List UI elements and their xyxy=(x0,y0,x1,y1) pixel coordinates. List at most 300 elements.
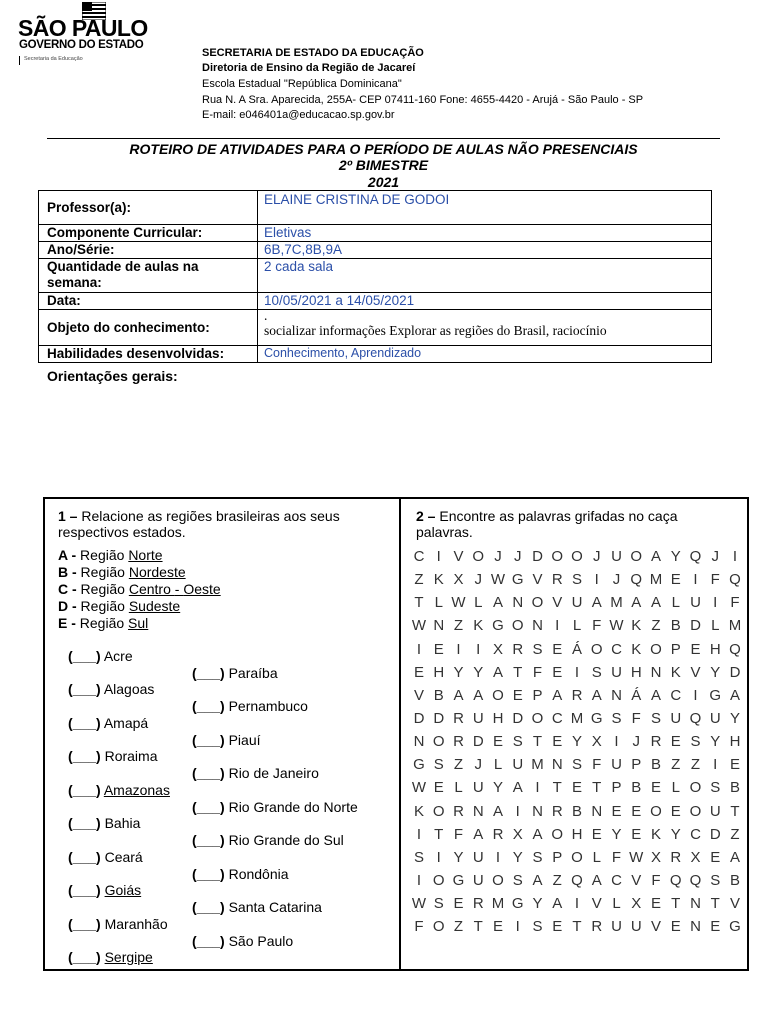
grid-letter[interactable]: S xyxy=(532,918,543,936)
grid-letter[interactable]: T xyxy=(532,733,543,751)
grid-letter[interactable]: Á xyxy=(631,686,642,704)
grid-letter[interactable]: E xyxy=(650,895,661,913)
grid-letter[interactable]: A xyxy=(492,802,503,820)
grid-letter[interactable]: X xyxy=(453,571,464,589)
grid-letter[interactable]: W xyxy=(411,895,427,913)
grid-letter[interactable]: A xyxy=(650,686,661,704)
grid-letter[interactable]: E xyxy=(413,663,424,681)
grid-letter[interactable]: H xyxy=(492,709,504,727)
answer-blank[interactable]: (___) xyxy=(68,648,101,664)
grid-letter[interactable]: G xyxy=(709,686,722,704)
grid-letter[interactable]: O xyxy=(511,617,524,635)
grid-letter[interactable]: M xyxy=(649,571,663,589)
grid-letter[interactable]: T xyxy=(671,895,681,913)
grid-letter[interactable]: N xyxy=(690,918,701,936)
answer-blank[interactable]: (___) xyxy=(68,782,101,798)
grid-letter[interactable]: Z xyxy=(552,871,562,889)
grid-letter[interactable]: E xyxy=(650,779,661,797)
grid-letter[interactable]: E xyxy=(433,779,444,797)
grid-letter[interactable]: A xyxy=(631,594,642,612)
grid-letter[interactable]: A xyxy=(473,825,484,843)
grid-letter[interactable]: I xyxy=(416,825,422,843)
grid-letter[interactable]: Y xyxy=(492,779,503,797)
grid-letter[interactable]: W xyxy=(411,779,427,797)
grid-letter[interactable]: F xyxy=(611,848,622,866)
grid-letter[interactable]: J xyxy=(474,571,482,589)
grid-letter[interactable]: F xyxy=(631,709,641,727)
grid-letter[interactable]: B xyxy=(729,779,740,797)
grid-letter[interactable]: C xyxy=(611,871,622,889)
grid-letter[interactable]: V xyxy=(532,571,543,589)
grid-letter[interactable]: R xyxy=(453,709,464,727)
grid-letter[interactable]: O xyxy=(472,548,485,565)
grid-letter[interactable]: Q xyxy=(689,548,702,565)
grid-letter[interactable]: B xyxy=(433,686,444,704)
grid-letter[interactable]: O xyxy=(531,594,544,612)
grid-letter[interactable]: Y xyxy=(571,733,582,751)
grid-letter[interactable]: O xyxy=(432,802,445,820)
grid-letter[interactable]: U xyxy=(709,709,721,727)
grid-letter[interactable]: I xyxy=(456,640,461,658)
grid-letter[interactable]: I xyxy=(732,548,738,565)
grid-letter[interactable]: A xyxy=(532,871,543,889)
grid-letter[interactable]: G xyxy=(511,571,524,589)
grid-letter[interactable]: K xyxy=(650,825,661,843)
grid-letter[interactable]: I xyxy=(515,918,520,936)
grid-letter[interactable]: S xyxy=(512,733,523,751)
grid-letter[interactable]: T xyxy=(414,594,424,612)
grid-letter[interactable]: T xyxy=(473,918,483,936)
grid-letter[interactable]: V xyxy=(729,895,740,913)
grid-letter[interactable]: O xyxy=(492,871,504,889)
grid-letter[interactable]: S xyxy=(611,709,622,727)
grid-letter[interactable]: Y xyxy=(532,895,543,913)
grid-letter[interactable]: U xyxy=(611,756,622,774)
grid-letter[interactable]: I xyxy=(555,617,560,635)
grid-letter[interactable]: E xyxy=(631,802,642,820)
grid-letter[interactable]: U xyxy=(670,709,682,727)
grid-letter[interactable]: T xyxy=(730,802,740,820)
answer-blank[interactable]: (___) xyxy=(68,949,101,965)
grid-letter[interactable]: Z xyxy=(651,617,661,635)
grid-letter[interactable]: S xyxy=(650,709,661,727)
grid-letter[interactable]: P xyxy=(532,686,543,704)
grid-letter[interactable]: Z xyxy=(453,918,464,936)
answer-blank[interactable]: (___) xyxy=(192,933,225,949)
grid-letter[interactable]: G xyxy=(492,617,504,635)
grid-letter[interactable]: E xyxy=(670,802,681,820)
grid-letter[interactable]: I xyxy=(416,640,422,658)
grid-letter[interactable]: F xyxy=(710,571,720,589)
grid-letter[interactable]: R xyxy=(670,848,682,866)
grid-letter[interactable]: K xyxy=(631,640,642,658)
grid-letter[interactable]: O xyxy=(551,825,564,843)
grid-letter[interactable]: S xyxy=(413,848,424,866)
grid-letter[interactable]: O xyxy=(689,802,702,820)
grid-letter[interactable]: T xyxy=(552,779,562,797)
grid-letter[interactable]: V xyxy=(631,871,642,889)
grid-letter[interactable]: C xyxy=(413,548,425,565)
answer-blank[interactable]: (___) xyxy=(192,799,225,815)
grid-letter[interactable]: F xyxy=(730,594,740,612)
grid-letter[interactable]: S xyxy=(532,640,543,658)
grid-letter[interactable]: X xyxy=(631,895,642,913)
grid-letter[interactable]: E xyxy=(710,848,721,866)
grid-letter[interactable]: R xyxy=(492,825,504,843)
grid-letter[interactable]: H xyxy=(433,663,445,681)
grid-letter[interactable]: A xyxy=(512,779,523,797)
grid-letter[interactable]: J xyxy=(612,571,621,589)
grid-letter[interactable]: V xyxy=(413,686,424,704)
grid-letter[interactable]: Y xyxy=(473,663,484,681)
grid-letter[interactable]: K xyxy=(670,663,681,681)
grid-letter[interactable]: E xyxy=(690,640,701,658)
grid-letter[interactable]: A xyxy=(453,686,464,704)
grid-letter[interactable]: J xyxy=(593,548,601,565)
grid-letter[interactable]: U xyxy=(611,663,622,681)
answer-blank[interactable]: (___) xyxy=(192,832,225,848)
grid-letter[interactable]: J xyxy=(632,733,640,751)
grid-letter[interactable]: O xyxy=(432,733,445,751)
grid-letter[interactable]: T xyxy=(572,918,582,936)
grid-letter[interactable]: A xyxy=(492,663,503,681)
grid-letter[interactable]: O xyxy=(650,802,662,820)
grid-letter[interactable]: D xyxy=(709,825,721,843)
grid-letter[interactable]: U xyxy=(472,709,484,727)
grid-letter[interactable]: Z xyxy=(453,617,464,635)
grid-letter[interactable]: Z xyxy=(671,756,681,774)
grid-letter[interactable]: V xyxy=(690,663,701,681)
grid-letter[interactable]: I xyxy=(594,571,599,589)
grid-letter[interactable]: G xyxy=(590,709,603,727)
grid-letter[interactable]: R xyxy=(453,802,464,820)
grid-letter[interactable]: I xyxy=(614,733,619,751)
grid-letter[interactable]: R xyxy=(512,640,524,658)
grid-letter[interactable]: I xyxy=(713,756,718,774)
answer-blank[interactable]: (___) xyxy=(68,849,101,865)
grid-letter[interactable]: A xyxy=(591,594,602,612)
grid-letter[interactable]: W xyxy=(411,617,427,635)
grid-letter[interactable]: E xyxy=(552,733,563,751)
grid-letter[interactable]: E xyxy=(710,918,721,936)
grid-letter[interactable]: H xyxy=(630,663,642,681)
grid-letter[interactable]: L xyxy=(434,594,443,612)
grid-letter[interactable]: Q xyxy=(689,871,702,889)
grid-letter[interactable]: R xyxy=(551,571,563,589)
grid-letter[interactable]: N xyxy=(413,733,425,751)
grid-letter[interactable]: K xyxy=(413,802,424,820)
grid-letter[interactable]: P xyxy=(611,779,622,797)
grid-letter[interactable]: N xyxy=(472,802,484,820)
grid-letter[interactable]: J xyxy=(514,548,522,565)
grid-letter[interactable]: E xyxy=(631,825,642,843)
grid-letter[interactable]: S xyxy=(571,571,582,589)
answer-blank[interactable]: (___) xyxy=(68,882,101,898)
grid-letter[interactable]: N xyxy=(551,756,563,774)
grid-letter[interactable]: L xyxy=(493,756,503,774)
grid-letter[interactable]: B xyxy=(729,871,740,889)
grid-letter[interactable]: G xyxy=(729,918,741,936)
grid-letter[interactable]: H xyxy=(729,733,741,751)
grid-letter[interactable]: U xyxy=(611,918,622,936)
grid-letter[interactable]: A xyxy=(492,594,503,612)
grid-letter[interactable]: A xyxy=(729,686,740,704)
grid-letter[interactable]: A xyxy=(552,895,563,913)
grid-letter[interactable]: Z xyxy=(730,825,740,843)
grid-letter[interactable]: N xyxy=(532,802,543,820)
answer-blank[interactable]: (___) xyxy=(192,732,225,748)
answer-blank[interactable]: (___) xyxy=(192,866,225,882)
grid-letter[interactable]: M xyxy=(491,895,505,913)
grid-letter[interactable]: A xyxy=(532,825,543,843)
grid-letter[interactable]: V xyxy=(591,895,602,913)
grid-letter[interactable]: V xyxy=(552,594,563,612)
grid-letter[interactable]: Á xyxy=(571,640,582,658)
grid-letter[interactable]: S xyxy=(532,848,543,866)
grid-letter[interactable]: Y xyxy=(710,663,721,681)
grid-letter[interactable]: L xyxy=(612,895,621,913)
grid-letter[interactable]: L xyxy=(474,594,483,612)
grid-letter[interactable]: F xyxy=(532,663,543,681)
grid-letter[interactable]: O xyxy=(650,640,662,658)
grid-letter[interactable]: B xyxy=(571,802,582,820)
grid-letter[interactable]: C xyxy=(670,686,682,704)
grid-letter[interactable]: T xyxy=(592,779,602,797)
grid-letter[interactable]: E xyxy=(611,802,622,820)
grid-letter[interactable]: O xyxy=(689,779,702,797)
grid-letter[interactable]: S xyxy=(433,895,444,913)
grid-letter[interactable]: S xyxy=(433,756,444,774)
grid-letter[interactable]: O xyxy=(432,918,445,936)
grid-letter[interactable]: G xyxy=(413,756,425,774)
grid-letter[interactable]: E xyxy=(591,825,602,843)
grid-letter[interactable]: Y xyxy=(611,825,622,843)
grid-letter[interactable]: Z xyxy=(690,756,701,774)
answer-blank[interactable]: (___) xyxy=(68,748,101,764)
grid-letter[interactable]: F xyxy=(453,825,464,843)
grid-letter[interactable]: L xyxy=(592,848,601,866)
grid-letter[interactable]: V xyxy=(453,548,464,565)
grid-letter[interactable]: E xyxy=(670,733,681,751)
grid-letter[interactable]: O xyxy=(492,686,504,704)
answer-blank[interactable]: (___) xyxy=(68,815,101,831)
grid-letter[interactable]: S xyxy=(571,756,582,774)
grid-letter[interactable]: L xyxy=(454,779,463,797)
answer-blank[interactable]: (___) xyxy=(68,681,101,697)
grid-letter[interactable]: P xyxy=(670,640,681,658)
grid-letter[interactable]: Q xyxy=(729,571,741,589)
grid-letter[interactable]: H xyxy=(571,825,583,843)
grid-letter[interactable]: Y xyxy=(670,825,681,843)
grid-letter[interactable]: J xyxy=(494,548,502,565)
answer-blank[interactable]: (___) xyxy=(192,899,225,915)
grid-letter[interactable]: Q xyxy=(571,871,583,889)
grid-letter[interactable]: E xyxy=(670,918,681,936)
grid-letter[interactable]: N xyxy=(433,617,445,635)
grid-letter[interactable]: L xyxy=(572,617,582,635)
grid-letter[interactable]: A xyxy=(591,686,602,704)
grid-letter[interactable]: L xyxy=(671,594,680,612)
grid-letter[interactable]: K xyxy=(473,617,484,635)
grid-letter[interactable]: D xyxy=(413,709,425,727)
grid-letter[interactable]: X xyxy=(492,640,503,658)
grid-letter[interactable]: S xyxy=(710,779,721,797)
grid-letter[interactable]: B xyxy=(670,617,681,635)
grid-letter[interactable]: U xyxy=(709,802,721,820)
grid-letter[interactable]: I xyxy=(495,848,501,866)
grid-letter[interactable]: N xyxy=(532,617,543,635)
grid-letter[interactable]: G xyxy=(511,895,524,913)
grid-letter[interactable]: Y xyxy=(453,848,464,866)
grid-letter[interactable]: N xyxy=(591,802,603,820)
grid-letter[interactable]: E xyxy=(453,895,464,913)
grid-letter[interactable]: U xyxy=(512,756,524,774)
grid-letter[interactable]: F xyxy=(414,918,424,936)
grid-letter[interactable]: I xyxy=(574,663,580,681)
grid-letter[interactable]: S xyxy=(710,871,721,889)
grid-letter[interactable]: C xyxy=(690,825,701,843)
grid-letter[interactable]: E xyxy=(552,918,563,936)
grid-letter[interactable]: O xyxy=(571,848,583,866)
grid-letter[interactable]: L xyxy=(711,617,720,635)
grid-letter[interactable]: W xyxy=(609,617,624,635)
grid-letter[interactable]: U xyxy=(690,594,701,612)
answer-blank[interactable]: (___) xyxy=(192,698,225,714)
grid-letter[interactable]: G xyxy=(452,871,465,889)
answer-blank[interactable]: (___) xyxy=(192,665,225,681)
grid-letter[interactable]: D xyxy=(532,548,543,565)
grid-letter[interactable]: O xyxy=(551,548,564,565)
grid-letter[interactable]: W xyxy=(490,571,506,589)
grid-letter[interactable]: E xyxy=(433,640,444,658)
grid-letter[interactable]: E xyxy=(552,640,563,658)
grid-letter[interactable]: D xyxy=(472,733,484,751)
grid-letter[interactable]: P xyxy=(552,848,563,866)
grid-letter[interactable]: T xyxy=(710,895,720,913)
grid-letter[interactable]: S xyxy=(591,663,602,681)
grid-letter[interactable]: X xyxy=(591,733,602,751)
grid-letter[interactable]: T xyxy=(513,663,523,681)
grid-letter[interactable]: J xyxy=(474,756,482,774)
grid-letter[interactable]: I xyxy=(535,779,540,797)
grid-letter[interactable]: U xyxy=(571,594,583,612)
grid-letter[interactable]: A xyxy=(729,848,740,866)
answer-blank[interactable]: (___) xyxy=(68,715,101,731)
grid-letter[interactable]: Y xyxy=(710,733,721,751)
grid-letter[interactable]: A xyxy=(473,686,484,704)
grid-letter[interactable]: E xyxy=(552,663,563,681)
grid-letter[interactable]: S xyxy=(690,733,701,751)
grid-letter[interactable]: R xyxy=(472,895,484,913)
grid-letter[interactable]: Q xyxy=(729,640,741,658)
grid-letter[interactable]: Y xyxy=(670,548,681,565)
grid-letter[interactable]: U xyxy=(472,871,484,889)
grid-letter[interactable]: I xyxy=(713,594,718,612)
grid-letter[interactable]: O xyxy=(590,640,603,658)
grid-letter[interactable]: K xyxy=(631,617,642,635)
grid-letter[interactable]: Q xyxy=(630,571,643,589)
grid-letter[interactable]: A xyxy=(591,871,602,889)
grid-letter[interactable]: F xyxy=(651,871,661,889)
grid-letter[interactable]: E xyxy=(492,918,503,936)
grid-letter[interactable]: E xyxy=(729,756,740,774)
grid-letter[interactable]: I xyxy=(436,848,441,866)
grid-letter[interactable]: C xyxy=(551,709,563,727)
grid-letter[interactable]: I xyxy=(693,686,698,704)
grid-letter[interactable]: N xyxy=(650,663,662,681)
grid-letter[interactable]: E xyxy=(571,779,582,797)
grid-letter[interactable]: B xyxy=(650,756,661,774)
grid-letter[interactable]: D xyxy=(512,709,524,727)
grid-letter[interactable]: I xyxy=(693,571,698,589)
grid-letter[interactable]: E xyxy=(512,686,523,704)
grid-letter[interactable]: U xyxy=(611,548,622,565)
grid-letter[interactable]: A xyxy=(552,686,563,704)
grid-letter[interactable]: T xyxy=(434,825,444,843)
grid-letter[interactable]: O xyxy=(432,871,445,889)
grid-letter[interactable]: O xyxy=(531,709,544,727)
grid-letter[interactable]: F xyxy=(592,756,602,774)
grid-letter[interactable]: Q xyxy=(669,871,682,889)
grid-letter[interactable]: X xyxy=(650,848,661,866)
grid-letter[interactable]: Z xyxy=(453,756,464,774)
grid-letter[interactable]: R xyxy=(650,733,662,751)
grid-letter[interactable]: I xyxy=(436,548,441,565)
grid-letter[interactable]: U xyxy=(472,848,484,866)
grid-letter[interactable]: M xyxy=(570,709,584,727)
grid-letter[interactable]: N xyxy=(512,594,524,612)
grid-letter[interactable]: Z xyxy=(414,571,424,589)
grid-letter[interactable]: S xyxy=(512,871,523,889)
grid-letter[interactable]: U xyxy=(630,918,642,936)
grid-letter[interactable]: I xyxy=(574,895,580,913)
grid-letter[interactable]: D xyxy=(690,617,701,635)
grid-letter[interactable]: O xyxy=(571,548,583,565)
grid-letter[interactable]: Y xyxy=(512,848,523,866)
grid-letter[interactable]: A xyxy=(650,548,661,565)
grid-letter[interactable]: A xyxy=(650,594,661,612)
grid-letter[interactable]: M xyxy=(728,617,742,635)
answer-blank[interactable]: (___) xyxy=(68,916,101,932)
grid-letter[interactable]: D xyxy=(729,663,741,681)
grid-letter[interactable]: I xyxy=(476,640,481,658)
grid-letter[interactable]: Y xyxy=(453,663,464,681)
grid-letter[interactable]: U xyxy=(472,779,484,797)
grid-letter[interactable]: R xyxy=(453,733,464,751)
grid-letter[interactable]: X xyxy=(512,825,523,843)
grid-letter[interactable]: N xyxy=(690,895,701,913)
grid-letter[interactable]: I xyxy=(416,871,422,889)
grid-letter[interactable]: M xyxy=(531,756,544,774)
grid-letter[interactable]: R xyxy=(551,802,563,820)
grid-letter[interactable]: E xyxy=(492,733,503,751)
grid-letter[interactable]: N xyxy=(611,686,622,704)
grid-letter[interactable]: M xyxy=(610,594,623,612)
grid-letter[interactable]: C xyxy=(611,640,622,658)
grid-letter[interactable]: J xyxy=(711,548,719,565)
grid-letter[interactable]: H xyxy=(709,640,721,658)
grid-letter[interactable]: V xyxy=(650,918,661,936)
grid-letter[interactable]: L xyxy=(671,779,680,797)
grid-letter[interactable]: R xyxy=(571,686,583,704)
grid-letter[interactable]: D xyxy=(433,709,445,727)
grid-letter[interactable]: I xyxy=(515,802,520,820)
grid-letter[interactable]: W xyxy=(451,594,466,612)
grid-letter[interactable]: W xyxy=(629,848,644,866)
grid-letter[interactable]: B xyxy=(631,779,642,797)
grid-letter[interactable]: Q xyxy=(689,709,702,727)
grid-letter[interactable]: X xyxy=(690,848,701,866)
